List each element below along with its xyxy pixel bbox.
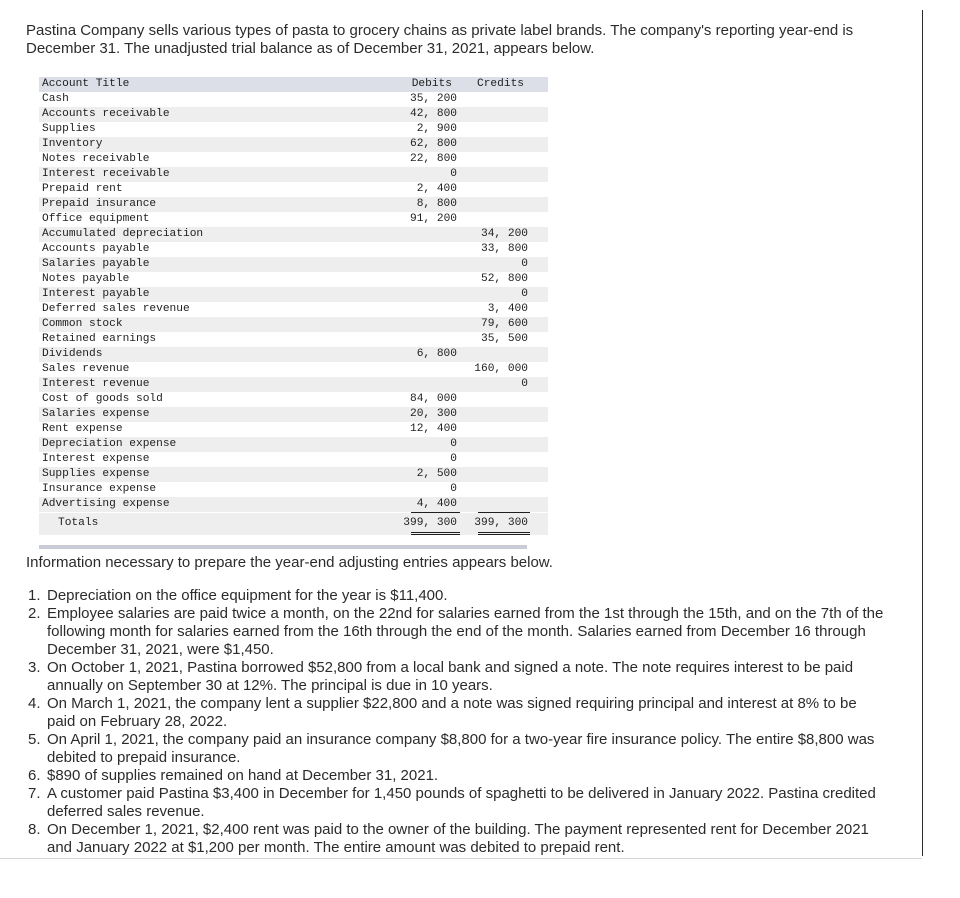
table-row	[39, 467, 548, 482]
intro-paragraph: Pastina Company sells various types of pasta to grocery chains as private label brands. The company's reporting year-end is December 31. The unadjusted trial balance as of December 31, 2021, appears below.	[26, 22, 854, 57]
account-title-cell: Prepaid rent	[42, 183, 123, 195]
debit-cell: 4, 400	[416, 498, 457, 510]
account-title-cell: Deferred sales revenue	[42, 303, 190, 315]
table-row	[39, 437, 548, 452]
list-item-number: 1.	[28, 587, 41, 604]
debit-cell: 84, 000	[410, 393, 457, 405]
list-item	[28, 767, 888, 785]
debit-cell: 42, 800	[410, 108, 457, 120]
list-item-text: On December 1, 2021, $2,400 rent was paid to the owner of the building. The payment represented rent for December 2021 and January 2022 at $1,200 per month. The entire amount was debited to prepaid rent.	[47, 821, 869, 856]
list-item-number: 4.	[28, 695, 41, 712]
debit-cell: 0	[450, 453, 457, 465]
table-row	[39, 227, 548, 242]
table-row	[39, 272, 548, 287]
table-row	[39, 332, 548, 347]
table-row	[39, 482, 548, 497]
right-border-rule	[922, 10, 923, 856]
account-title-cell: Advertising expense	[42, 498, 170, 510]
debit-cell: 0	[450, 168, 457, 180]
table-row	[39, 167, 548, 182]
totals-credit: 399, 300	[474, 517, 528, 529]
credit-total-underline	[478, 512, 530, 513]
account-title-cell: Notes receivable	[42, 153, 150, 165]
table-row	[39, 92, 548, 107]
debit-cell: 8, 800	[416, 198, 457, 210]
table-row	[39, 347, 548, 362]
header-debits: Debits	[411, 78, 452, 90]
account-title-cell: Supplies expense	[42, 468, 150, 480]
debit-cell: 0	[450, 438, 457, 450]
account-title-cell: Salaries expense	[42, 408, 150, 420]
table-row	[39, 257, 548, 272]
list-item-number: 8.	[28, 821, 41, 838]
list-item-number: 3.	[28, 659, 41, 676]
table-row	[39, 242, 548, 257]
header-credits: Credits	[477, 78, 524, 90]
account-title-cell: Prepaid insurance	[42, 198, 157, 210]
account-title-cell: Insurance expense	[42, 483, 157, 495]
account-title-cell: Accumulated depreciation	[42, 228, 204, 240]
debit-cell: 35, 200	[410, 93, 457, 105]
list-item	[28, 821, 888, 857]
credit-cell: 52, 800	[481, 273, 528, 285]
info-heading: Information necessary to prepare the year-end adjusting entries appears below.	[26, 554, 553, 571]
list-item-text: On March 1, 2021, the company lent a supplier $22,800 and a note was signed requiring principal and interest at 8% to be paid on February 28, 2022.	[47, 695, 857, 730]
credit-cell: 160, 000	[474, 363, 528, 375]
table-row	[39, 212, 548, 227]
debit-cell: 62, 800	[410, 138, 457, 150]
table-row	[39, 422, 548, 437]
trial-balance-header	[39, 77, 548, 92]
list-item-text: Employee salaries are paid twice a month, on the 22nd for salaries earned from the 1st through the 15th, and on the 7th of the following month for salaries earned from the 16th through the end of the month. Salaries earned from December 16 through December 31, 2021, were $1,450.	[47, 605, 884, 658]
account-title-cell: Interest revenue	[42, 378, 150, 390]
table-row	[39, 377, 548, 392]
list-item-text: $890 of supplies remained on hand at December 31, 2021.	[47, 767, 439, 784]
debit-cell: 22, 800	[410, 153, 457, 165]
debit-cell: 6, 800	[416, 348, 457, 360]
account-title-cell: Accounts receivable	[42, 108, 170, 120]
account-title-cell: Common stock	[42, 318, 123, 330]
list-item-text: On April 1, 2021, the company paid an insurance company $8,800 for a two-year fire insurance policy. The entire $8,800 was debited to prepaid insurance.	[47, 731, 875, 766]
account-title-cell: Rent expense	[42, 423, 123, 435]
table-footer-bar	[39, 545, 527, 549]
debit-double-underline	[411, 532, 460, 535]
list-item-text: On October 1, 2021, Pastina borrowed $52,800 from a local bank and signed a note. The note requires interest to be paid annually on September 30 at 12%. The principal is due in 10 years.	[47, 659, 854, 694]
table-row	[39, 452, 548, 467]
list-item-number: 5.	[28, 731, 41, 748]
account-title-cell: Accounts payable	[42, 243, 150, 255]
credit-cell: 0	[521, 258, 528, 270]
account-title-cell: Dividends	[42, 348, 103, 360]
account-title-cell: Interest payable	[42, 288, 150, 300]
account-title-cell: Interest expense	[42, 453, 150, 465]
debit-total-underline	[411, 512, 460, 513]
debit-cell: 2, 500	[416, 468, 457, 480]
debit-cell: 2, 400	[416, 183, 457, 195]
list-item	[28, 659, 888, 695]
debit-cell: 2, 900	[416, 123, 457, 135]
table-row	[39, 287, 548, 302]
table-row	[39, 107, 548, 122]
credit-cell: 34, 200	[481, 228, 528, 240]
table-row	[39, 302, 548, 317]
bottom-border-rule	[0, 858, 922, 859]
list-item-number: 6.	[28, 767, 41, 784]
list-item-number: 2.	[28, 605, 41, 622]
credit-cell: 3, 400	[487, 303, 528, 315]
table-row	[39, 182, 548, 197]
list-item	[28, 731, 888, 767]
table-row	[39, 317, 548, 332]
list-item	[28, 695, 888, 731]
credit-cell: 35, 500	[481, 333, 528, 345]
list-item	[28, 785, 888, 821]
totals-label: Totals	[58, 517, 99, 529]
account-title-cell: Salaries payable	[42, 258, 150, 270]
totals-debit: 399, 300	[403, 517, 457, 529]
account-title-cell: Supplies	[42, 123, 96, 135]
account-title-cell: Notes payable	[42, 273, 130, 285]
debit-cell: 12, 400	[410, 423, 457, 435]
table-row	[39, 392, 548, 407]
credit-double-underline	[478, 532, 530, 535]
account-title-cell: Retained earnings	[42, 333, 157, 345]
table-row	[39, 362, 548, 377]
list-item-text: A customer paid Pastina $3,400 in December for 1,450 pounds of spaghetti to be delivered in January 2022. Pastina credited deferred sales revenue.	[47, 785, 876, 820]
account-title-cell: Office equipment	[42, 213, 150, 225]
debit-cell: 91, 200	[410, 213, 457, 225]
account-title-cell: Sales revenue	[42, 363, 130, 375]
trial-balance-table	[39, 77, 548, 512]
list-item-text: Depreciation on the office equipment for the year is $11,400.	[47, 587, 448, 604]
account-title-cell: Depreciation expense	[42, 438, 177, 450]
trial-balance-totals-row	[39, 513, 548, 535]
table-row	[39, 137, 548, 152]
table-row	[39, 122, 548, 137]
table-row	[39, 497, 548, 512]
header-account-title: Account Title	[42, 78, 130, 90]
credit-cell: 33, 800	[481, 243, 528, 255]
list-item	[28, 587, 888, 605]
table-row	[39, 197, 548, 212]
table-row	[39, 152, 548, 167]
adjusting-info-list	[28, 587, 888, 857]
list-item-number: 7.	[28, 785, 41, 802]
debit-cell: 20, 300	[410, 408, 457, 420]
credit-cell: 79, 600	[481, 318, 528, 330]
account-title-cell: Interest receivable	[42, 168, 170, 180]
list-item	[28, 605, 888, 659]
credit-cell: 0	[521, 378, 528, 390]
account-title-cell: Cash	[42, 93, 69, 105]
table-row	[39, 407, 548, 422]
credit-cell: 0	[521, 288, 528, 300]
account-title-cell: Inventory	[42, 138, 103, 150]
debit-cell: 0	[450, 483, 457, 495]
account-title-cell: Cost of goods sold	[42, 393, 163, 405]
